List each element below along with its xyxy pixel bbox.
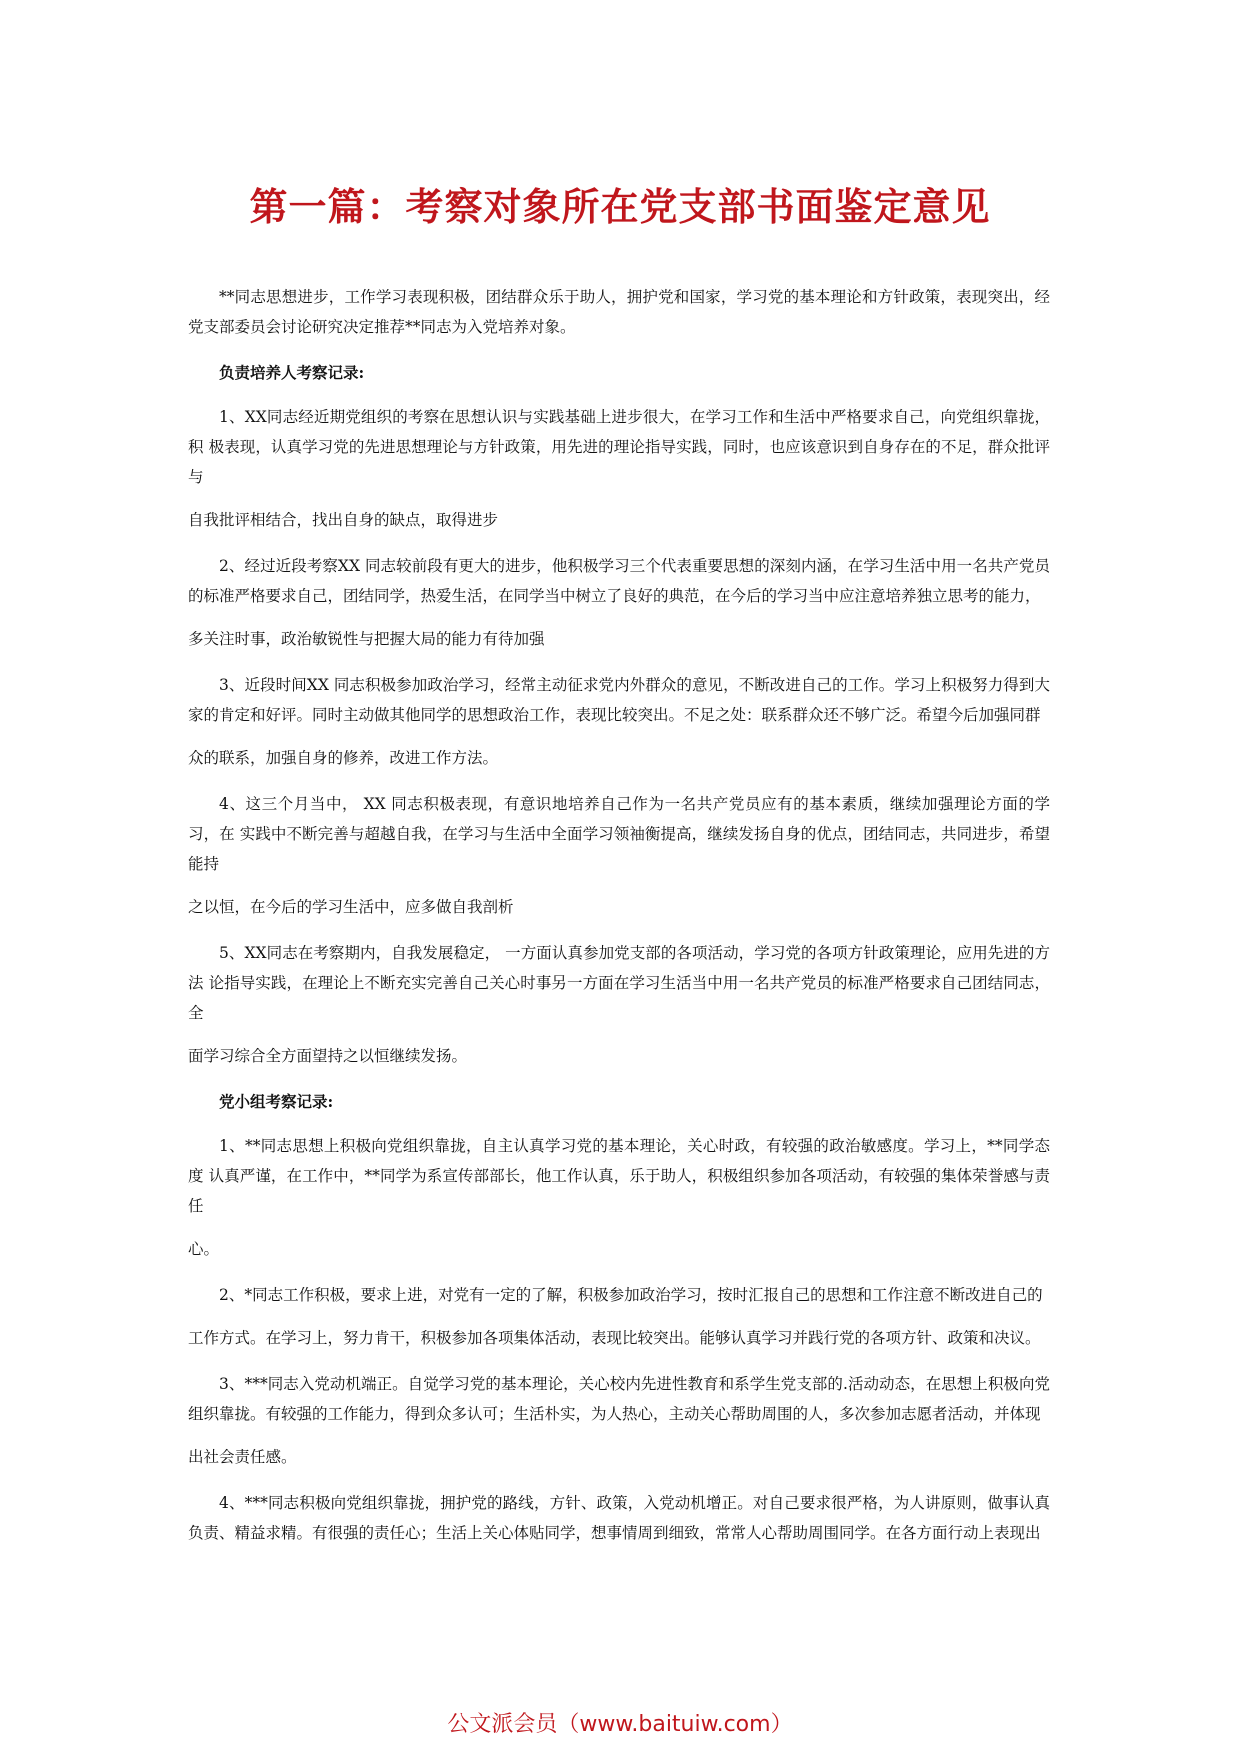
intro-paragraph: **同志思想进步，工作学习表现积极，团结群众乐于助人，拥护党和国家，学习党的基本理论和方针政策，表现突出，经 党支部委员会讨论研究决定推荐**同志为入党培养对象。 bbox=[188, 288, 1050, 336]
trainer-record-5: 5、XX同志在考察期内，自我发展稳定， 一方面认真参加党支部的各项活动，学习党的各项方针政策理论，应用先进的方法 论指导实践，在理论上不断充实完善自己关心时事另一方面在学习生活当中用一名共产党员的标准严格要求自己团结同志，全 bbox=[188, 944, 1050, 1022]
group-record-2-continued: 工作方式。在学习上，努力肯干，积极参加各项集体活动，表现比较突出。能够认真学习并践行党的各项方针、政策和决议。 bbox=[188, 1329, 1041, 1347]
trainer-record-3: 3、近段时间XX 同志积极参加政治学习，经常主动征求党内外群众的意见，不断改进自己的工作。学习上积极努力得到大 家的肯定和好评。同时主动做其他同学的思想政治工作，表现比较突出。不足之处：联系群众还不够广泛。希望今后加强同群 bbox=[188, 676, 1050, 724]
group-record-4: 4、***同志积极向党组织靠拢，拥护党的路线，方针、政策，入党动机增正。对自己要求很严格，为人讲原则，做事认真 负责、精益求精。有很强的责任心；生活上关心体贴同学，想事情周到细致，常常人心帮助周围同学。在各方面行动上表现出 bbox=[188, 1494, 1050, 1542]
group-record-3: 3、***同志入党动机端正。自觉学习党的基本理论，关心校内先进性教育和系学生党支部的.活动动态，在思想上积极向党 组织靠拢。有较强的工作能力，得到众多认可；生活朴实，为人热心，主动关心帮助周围的人，多次参加志愿者活动，并体现 bbox=[188, 1375, 1050, 1423]
trainer-record-2-continued: 多关注时事，政治敏锐性与把握大局的能力有待加强 bbox=[188, 630, 545, 648]
trainer-record-1: 1、XX同志经近期党组织的考察在思想认识与实践基础上进步很大，在学习工作和生活中严格要求自己，向党组织靠拢，积 极表现，认真学习党的先进思想理论与方针政策，用先进的理论指导实践，同时，也应该意识到自身存在的不足，群众批评与 bbox=[188, 408, 1050, 486]
trainer-record-4-continued: 之以恒，在今后的学习生活中，应多做自我剖析 bbox=[188, 898, 514, 916]
group-record-3-continued: 出社会责任感。 bbox=[188, 1448, 297, 1466]
trainer-record-5-continued: 面学习综合全方面望持之以恒继续发扬。 bbox=[188, 1047, 468, 1065]
trainer-record-4: 4、这三个月当中， XX 同志积极表现，有意识地培养自己作为一名共产党员应有的基本素质，继续加强理论方面的学习，在 实践中不断完善与超越自我，在学习与生活中全面学习领袖衡提高，继续发扬自身的优点，团结同志，共同进步，希望能持 bbox=[188, 795, 1050, 873]
group-record-2: 2、*同志工作积极，要求上进，对党有一定的了解，积极参加政治学习，按时汇报自己的思想和工作注意不断改进自己的 bbox=[219, 1286, 1043, 1304]
trainer-record-3-continued: 众的联系，加强自身的修养，改进工作方法。 bbox=[188, 749, 499, 767]
document-body bbox=[188, 282, 1050, 1561]
section-heading-party-group: 党小组考察记录: bbox=[219, 1092, 334, 1111]
trainer-record-2: 2、经过近段考察XX 同志较前段有更大的进步，他积极学习三个代表重要思想的深刻内涵，在学习生活中用一名共产党员 的标准严格要求自己，团结同学，热爱生活，在同学当中树立了良好的典范，在今后的学习当中应注意培养独立思考的能力， bbox=[188, 557, 1050, 605]
footer-watermark: 公文派会员（www.baituiw.com） bbox=[447, 1712, 793, 1737]
page-title: 第一篇：考察对象所在党支部书面鉴定意见 bbox=[249, 185, 991, 229]
group-record-1: 1、**同志思想上积极向党组织靠拢，自主认真学习党的基本理论，关心时政，有较强的政治敏感度。学习上，**同学态度 认真严谨，在工作中，**同学为系宣传部部长，他工作认真，乐于助人，积极组织参加各项活动，有较强的集体荣誉感与责任 bbox=[188, 1137, 1050, 1215]
group-record-1-continued: 心。 bbox=[188, 1240, 220, 1258]
section-heading-trainer: 负责培养人考察记录: bbox=[219, 363, 365, 382]
trainer-record-1-continued: 自我批评相结合，找出自身的缺点，取得进步 bbox=[188, 511, 499, 529]
